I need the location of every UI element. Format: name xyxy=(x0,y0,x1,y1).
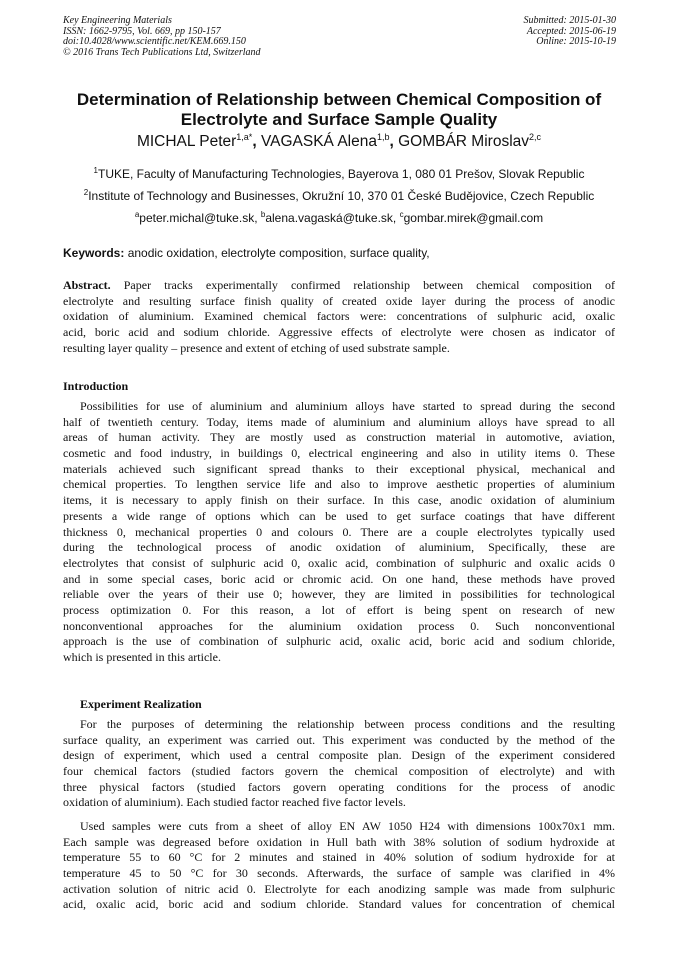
email-c-marker: c xyxy=(399,210,404,219)
intro-line: reliable over the years of their use 0; however, they are limited in possibilities for technological xyxy=(63,587,615,602)
author-2: VAGASKÁ Alena xyxy=(260,133,377,150)
intro-line: Possibilities for use of aluminium and aluminium alloys have started to spread during the second xyxy=(80,399,615,413)
submitted-date: Submitted: 2015-01-30 xyxy=(523,15,616,26)
doi-line[interactable]: doi:10.4028/www.scientific.net/KEM.669.150 xyxy=(63,36,246,48)
email-b[interactable]: alena.vagaská@tuke.sk, xyxy=(265,211,400,225)
keywords-line xyxy=(63,245,430,261)
section-heading-experiment: Experiment Realization xyxy=(80,697,202,711)
intro-line: materials achieved such significant spread thanks to their exceptional physical, mechanical and xyxy=(63,461,615,476)
paper-title xyxy=(40,90,638,130)
intro-line: electrolytes that consist of sulphuric acid 0, oxalic acid, combination of sulphuric and oxalic acids 0 xyxy=(63,555,615,570)
abstract-label: Abstract. xyxy=(63,278,111,292)
email-c[interactable]: gombar.mirek@gmail.com xyxy=(403,211,544,225)
submission-dates xyxy=(524,16,617,48)
intro-line: chemical properties. To lengthen service life and also to improve aesthetic properties of aluminium xyxy=(63,477,615,492)
section-heading-introduction: Introduction xyxy=(63,379,129,393)
title-line-1: Determination of Relationship between Chemical Composition of xyxy=(76,90,602,109)
author-1-affil: 1,a* xyxy=(236,132,253,142)
journal-info xyxy=(63,16,261,58)
abstract-line-text: Paper tracks experimentally confirmed relationship between chemical composition of xyxy=(110,278,615,292)
experiment-paragraph-1 xyxy=(63,717,615,811)
experiment-line: surface quality, an experiment was carried out. This experiment was conducted by the method of the xyxy=(63,732,615,747)
email-b-marker: b xyxy=(260,210,266,219)
experiment-line: For the purposes of determining the relationship between process conditions and the resulting xyxy=(80,717,615,731)
author-emails xyxy=(40,210,638,226)
experiment-line: Used samples were cuts from a sheet of alloy EN AW 1050 H24 with dimensions 100x70x1 mm. xyxy=(80,819,615,833)
intro-line: approach is the use of combination of sulphuric acid, oxalic acid, boric acid and sodium chloride, xyxy=(63,634,615,649)
intro-line: which is presented in this article. xyxy=(63,650,221,664)
intro-line: items, it is necessary to apply finish on their surface. In this case, anodic oxidation of aluminium xyxy=(63,493,615,508)
intro-line: nonconventional approaches for the aluminium oxidation process 0. Such nonconventional xyxy=(63,618,615,633)
accepted-date: Accepted: 2015-06-19 xyxy=(526,25,616,37)
intro-line: process optimization 0. For this reason, a lot of effort is being spent on research of new xyxy=(63,602,615,617)
affiliation-2 xyxy=(40,188,638,204)
abstract-paragraph xyxy=(63,278,615,356)
intro-line: areas of human activity. They are mostly used as construction material in automotive, aviation, xyxy=(63,430,615,445)
author-3-affil: 2,c xyxy=(529,132,542,142)
author-3: GOMBÁR Miroslav xyxy=(398,133,530,150)
affiliation-1 xyxy=(40,166,638,182)
abstract-line: acid, boric acid and sodium chloride. Aggressive effects of electrolyte were chosen as indicator of xyxy=(63,325,615,340)
experiment-line: Each sample was degreased before oxidation in Hull bath with 38% solution of sodium hydroxide at xyxy=(63,834,615,849)
experiment-line: three physical factors (studied factors govern operating conditions for the process of anodic xyxy=(63,779,615,794)
intro-line: presents a wide range of options which can be used to get surface coatings that have different xyxy=(63,508,615,523)
experiment-line: acid, oxalic acid, boric acid and sodium chloride. Standard values for concentration of chemical xyxy=(63,897,615,912)
intro-line: cosmetic and food industry, in buildings 0, electrical engineering and also in utility items 0. These xyxy=(63,446,615,461)
email-a[interactable]: peter.michal@tuke.sk, xyxy=(139,211,261,225)
keywords-label: Keywords: xyxy=(63,246,125,260)
abstract-line: oxidation of aluminium. Examined chemical factors were: concentrations of sulphuric acid, oxalic xyxy=(63,309,615,324)
experiment-line: design of experiment, which used a central composite plan. Design of the experiment considered xyxy=(63,748,615,763)
affiliation-2-text: Institute of Technology and Businesses, Okružní 10, 370 01 České Budějovice, Czech Republic xyxy=(88,189,595,203)
author-1: MICHAL Peter xyxy=(136,133,237,150)
experiment-line: four chemical factors (studied factors govern the chemical composition of electrolyte) and with xyxy=(63,764,615,779)
online-date: Online: 2015-10-19 xyxy=(536,36,616,48)
journal-name: Key Engineering Materials xyxy=(63,15,172,26)
author-list xyxy=(40,132,638,151)
experiment-line: temperature 45 to 50 °C for 30 seconds. Afterwards, the surface of sample was clarified in 4% xyxy=(63,866,615,881)
intro-line: during the technological process of anodic oxidation of aluminium, Specifically, these are xyxy=(63,540,615,555)
experiment-paragraph-2 xyxy=(63,819,615,913)
abstract-line xyxy=(63,278,615,294)
author-separator: , xyxy=(389,133,399,150)
affiliation-1-text: TUKE, Faculty of Manufacturing Technologies, Bayerova 1, 080 01 Prešov, Slovak Republic xyxy=(97,167,585,181)
intro-line: thickness 0, mechanical properties 0 and colours 0. There are a couple electrolytes typically used xyxy=(63,524,615,539)
email-a-marker: a xyxy=(134,210,140,219)
affiliation-1-marker: 1 xyxy=(93,166,98,175)
introduction-paragraph xyxy=(63,399,615,666)
copyright-line: © 2016 Trans Tech Publications Ltd, Switzerland xyxy=(63,46,261,58)
title-line-2: Electrolyte and Surface Sample Quality xyxy=(180,110,498,129)
experiment-line: oxidation of aluminium). Each studied factor reached five factor levels. xyxy=(63,795,406,810)
author-2-affil: 1,b xyxy=(376,132,390,142)
abstract-line: resulting layer quality – presence and extent of etching of used substrate sample. xyxy=(63,340,450,355)
issn-line: ISSN: 1662-9795, Vol. 669, pp 150-157 xyxy=(63,25,221,37)
author-separator: , xyxy=(252,133,261,150)
abstract-line: electrolyte and resulting surface finish quality of created oxide layer during the process of anodic xyxy=(63,293,615,308)
keywords-text: anodic oxidation, electrolyte composition, surface quality, xyxy=(124,246,430,260)
intro-line: half of twentieth century. Today, items made of aluminium and aluminium alloys have spread to all xyxy=(63,414,615,429)
intro-line: and in some special cases, boric acid or chromic acid. On one hand, these methods have proved xyxy=(63,571,615,586)
experiment-line: temperature 55 to 60 °C for 2 minutes and stained in 40% solution of sodium hydroxide for at xyxy=(63,850,615,865)
experiment-line: activation solution of nitric acid 0. Electrolyte for each anodizing sample was made from sulphuric xyxy=(63,881,615,896)
affiliation-2-marker: 2 xyxy=(83,188,89,197)
